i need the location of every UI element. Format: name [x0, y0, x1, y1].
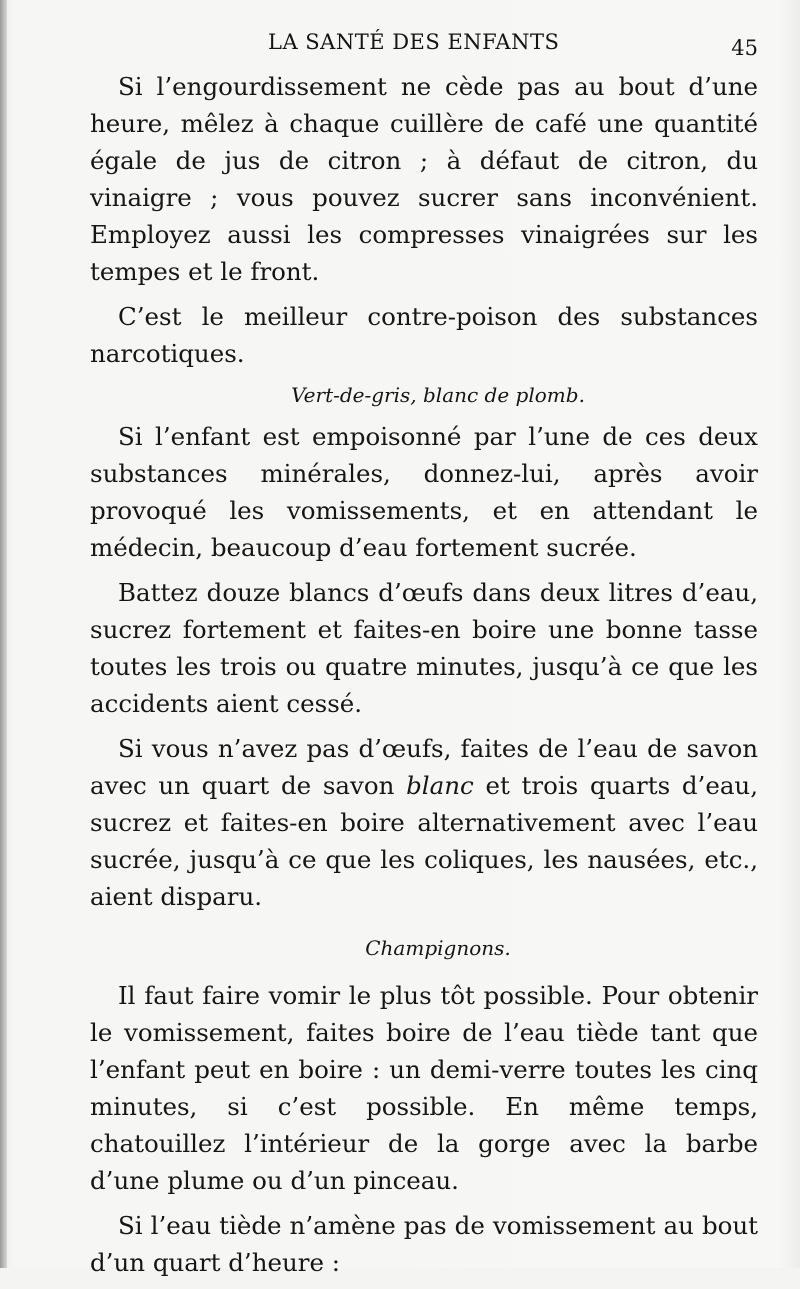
paragraph: C’est le meilleur contre-poison des substances narcotiques. — [90, 302, 758, 368]
paragraph: Si l’engourdissement ne cède pas au bout d’une heure, mêlez à chaque cuillère de café une quantité égale de jus de citron ; à défaut de citron, du vinaigre ; vous pouvez sucrer sans inconvénient. Employez aussi les compresses vinaigrées sur les tempes et le front. — [90, 72, 758, 286]
paragraph: Si l’eau tiède n’amène pas de vomissement au bout d’un quart d’heure : — [90, 1211, 758, 1277]
section-heading: Champignons. — [365, 936, 511, 960]
paragraph-text: Si vous n’avez pas d’œufs, faites de l’eau de savon avec un quart de savon — [90, 734, 758, 800]
page-number: 45 — [731, 36, 758, 60]
page-gutter — [0, 0, 7, 1268]
paragraph-text: et trois quarts d’eau, sucrez et faites-en boire alternativement avec l’eau sucrée, jusqu’à ce que les coliques, les nausées, etc., aient disparu. — [90, 771, 758, 911]
section-heading: Vert-de-gris, blanc de plomb. — [291, 383, 585, 407]
page-header — [88, 30, 758, 66]
running-head: LA SANTÉ DES ENFANTS — [268, 30, 560, 54]
paragraph — [90, 730, 758, 915]
body-text — [90, 68, 758, 1289]
paragraph: Il faut faire vomir le plus tôt possible. Pour obtenir le vomissement, faites boire de l’eau tiède tant que l’enfant peut en boire : un demi-verre toutes les cinq minutes, si c’est possible. En même temps, chatouillez l’intérieur de la gorge avec la barbe d’une plume ou d’un pinceau. — [90, 981, 758, 1195]
emphasis: blanc — [406, 771, 474, 800]
paragraph: Battez douze blancs d’œufs dans deux litres d’eau, sucrez fortement et faites-en boire une bonne tasse toutes les trois ou quatre minutes, jusqu’à ce que les accidents aient cessé. — [90, 578, 758, 718]
paragraph: Si l’enfant est empoisonné par l’une de ces deux substances minérales, donnez-lui, après avoir provoqué les vomissements, et en attendant le médecin, beaucoup d’eau fortement sucrée. — [90, 422, 758, 562]
